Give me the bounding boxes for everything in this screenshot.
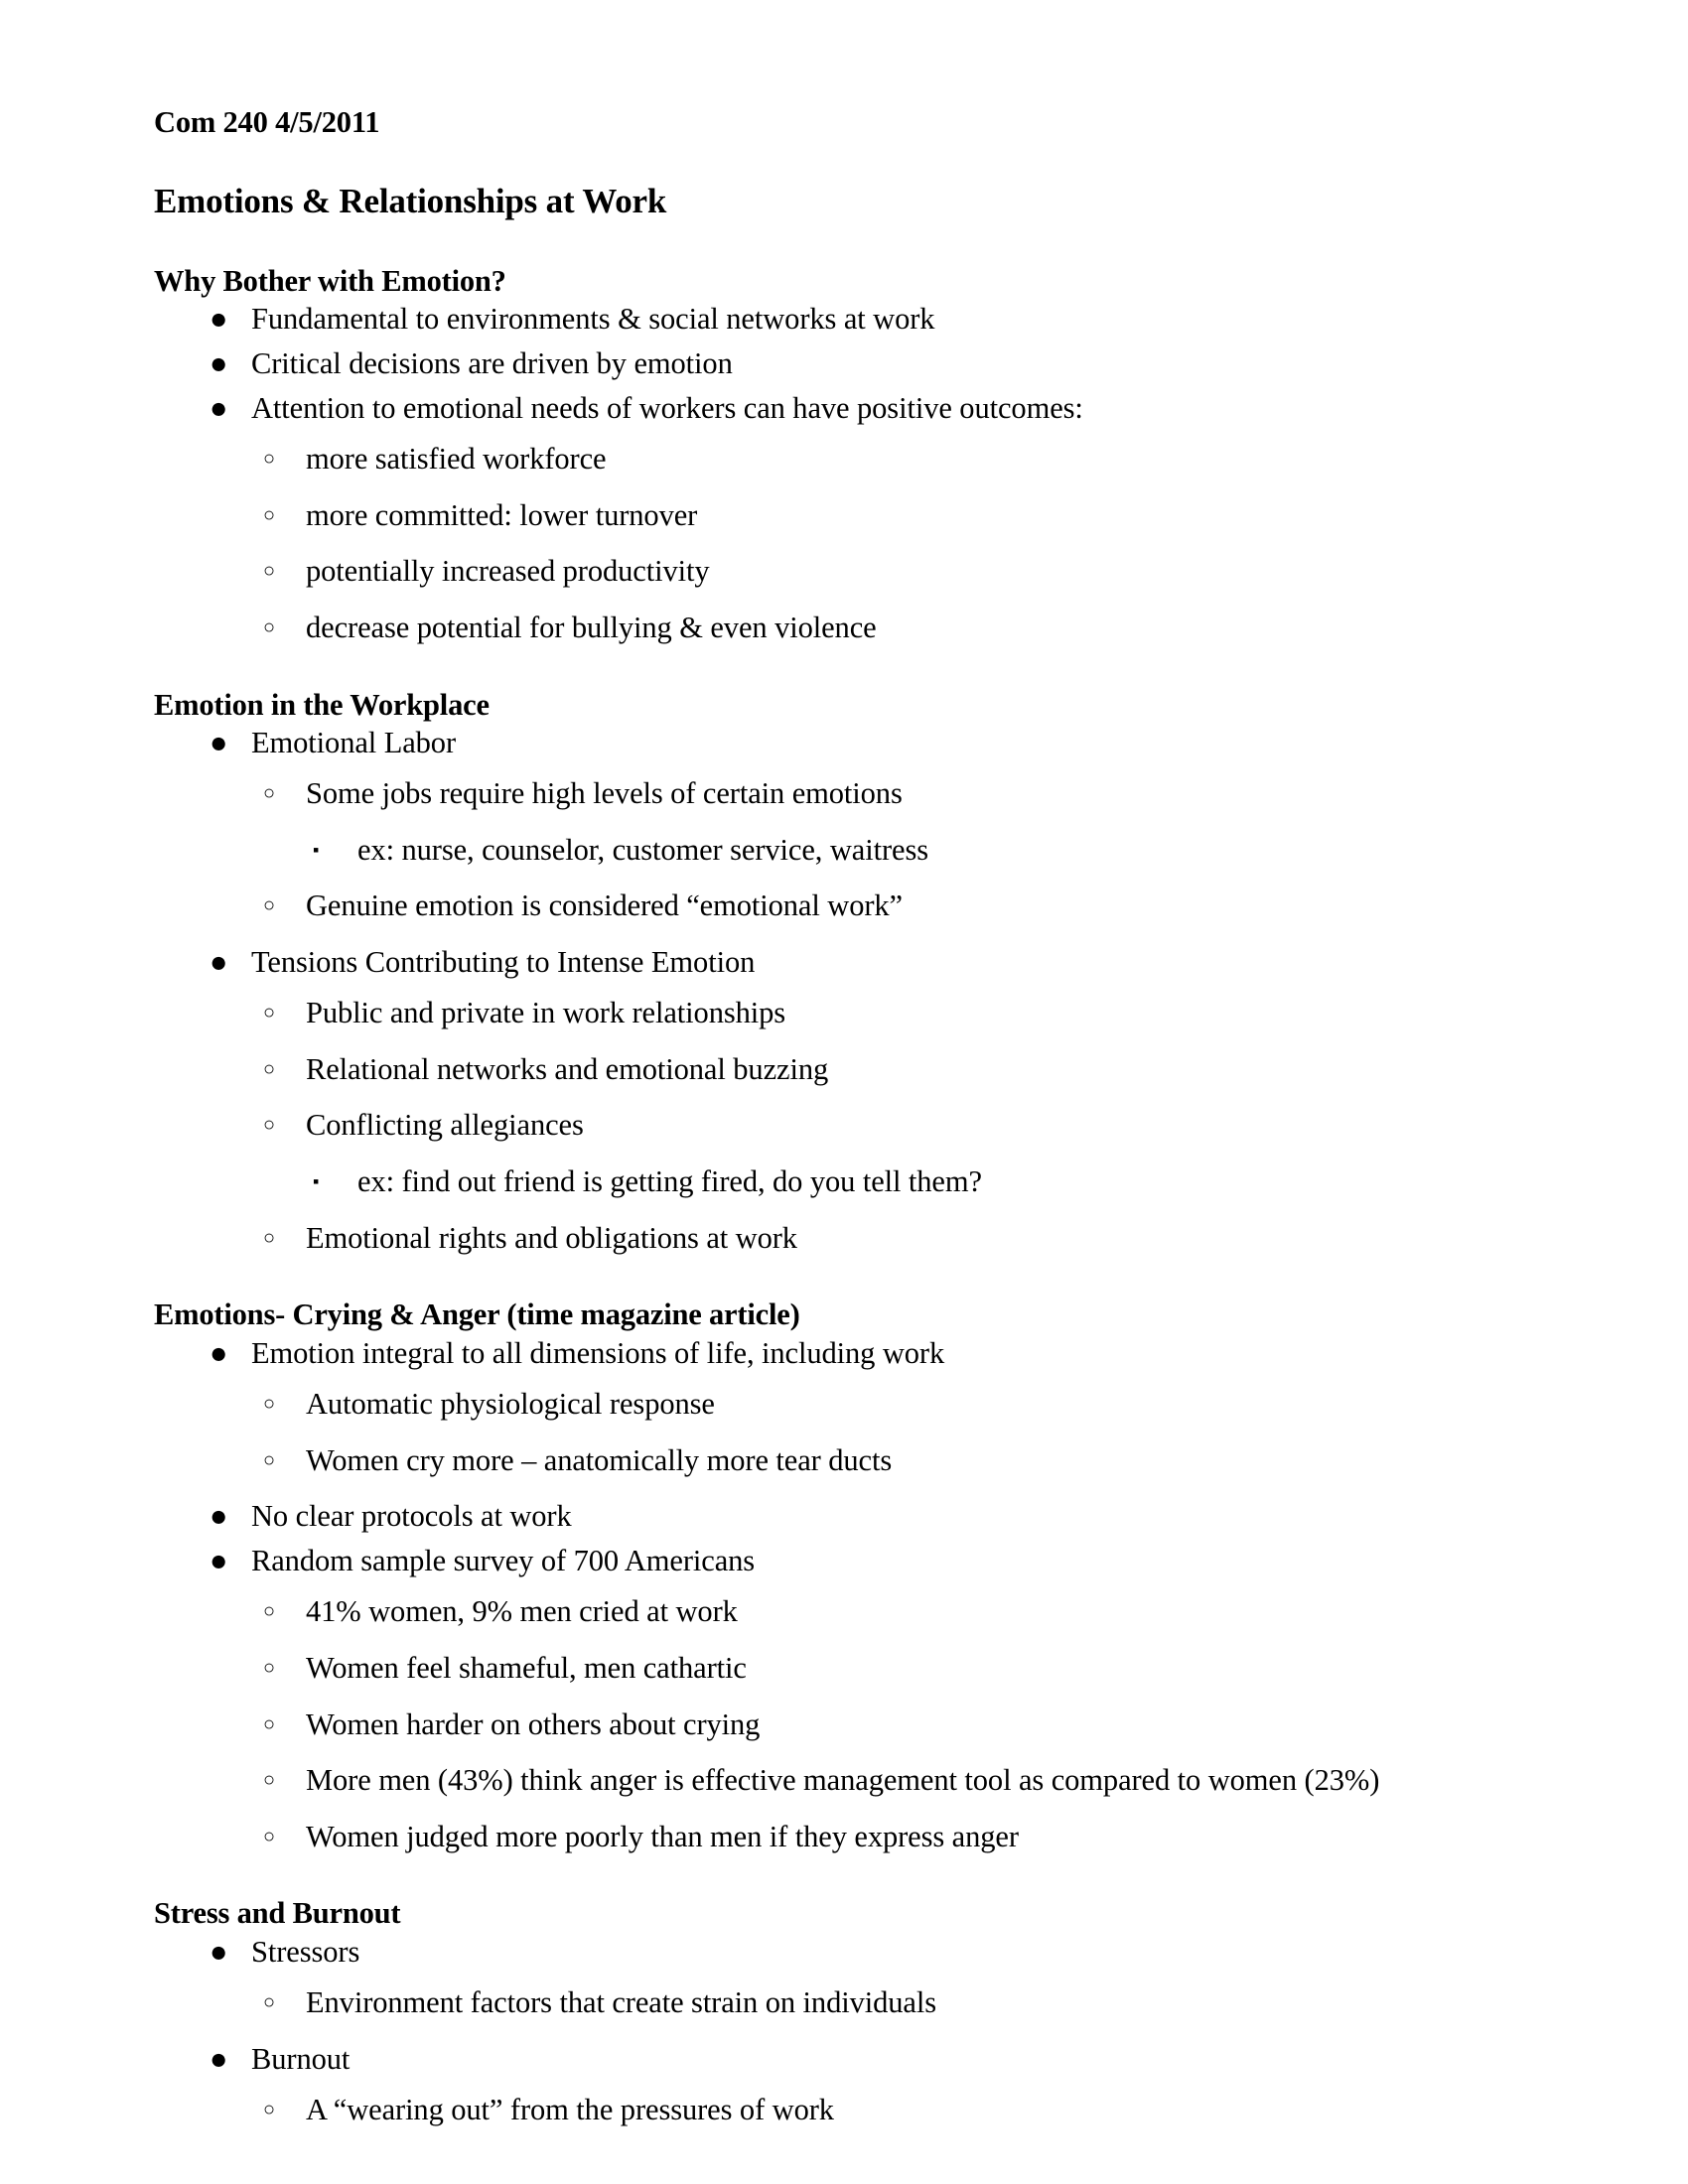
bullet-marker-level-1-icon: ● xyxy=(210,1335,228,1370)
outline-item-text: Random sample survey of 700 Americans xyxy=(251,1544,756,1578)
bullet-marker-level-2-icon: ○ xyxy=(263,1114,275,1137)
bullet-marker-level-2-icon: ○ xyxy=(263,560,275,583)
bullet-marker-level-2-icon: ○ xyxy=(263,1769,275,1792)
section-heading: Emotion in the Workplace xyxy=(154,687,490,722)
bullet-marker-level-3-icon: ▪ xyxy=(313,1171,320,1192)
outline-item-text: Women feel shameful, men cathartic xyxy=(306,1650,747,1685)
bullet-marker-level-2-icon: ○ xyxy=(263,503,275,526)
bullet-marker-level-2-icon: ○ xyxy=(263,1656,275,1679)
outline-item-level-2 xyxy=(154,552,1539,592)
outline-item-text: Genuine emotion is considered “emotional work” xyxy=(306,888,903,923)
document-title: Emotions & Relationships at Work xyxy=(154,181,667,220)
bullet-marker-level-2-icon: ○ xyxy=(263,1002,275,1024)
outline-item-level-1 xyxy=(154,1334,1539,1373)
course-header-line: Com 240 4/5/2011 xyxy=(154,105,380,139)
outline-item-text: Automatic physiological response xyxy=(306,1386,715,1421)
section xyxy=(154,263,1539,648)
outline-item-level-2 xyxy=(154,1983,1539,2023)
outline-item-level-3 xyxy=(154,1162,1539,1202)
section-heading: Why Bother with Emotion? xyxy=(154,263,506,298)
bullet-marker-level-2-icon: ○ xyxy=(263,616,275,639)
outline-item-text: more satisfied workforce xyxy=(306,442,607,477)
section xyxy=(154,687,1539,1259)
outline-item-level-2 xyxy=(154,609,1539,648)
outline-item-level-2 xyxy=(154,1592,1539,1632)
outline-item-level-2 xyxy=(154,887,1539,926)
bullet-marker-level-2-icon: ○ xyxy=(263,894,275,917)
outline-item-text: More men (43%) think anger is effective management tool as compared to women (23%) xyxy=(306,1763,1380,1798)
outline-item-level-2 xyxy=(154,1706,1539,1745)
outline-item-text: decrease potential for bullying & even violence xyxy=(306,611,877,645)
outline-item-text: 41% women, 9% men cried at work xyxy=(306,1594,738,1629)
outline-list xyxy=(154,300,1539,648)
outline-item-text: ex: nurse, counselor, customer service, waitress xyxy=(357,832,928,867)
outline-item-text: Emotional rights and obligations at work xyxy=(306,1220,797,1255)
outline-item-text: potentially increased productivity xyxy=(306,554,710,589)
outline-item-text: Stressors xyxy=(251,1934,360,1969)
outline-list xyxy=(154,1933,1539,2129)
bullet-marker-level-2-icon: ○ xyxy=(263,782,275,805)
bullet-marker-level-1-icon: ● xyxy=(210,391,228,426)
outline-item-text: Fundamental to environments & social networks at work xyxy=(251,302,935,336)
outline-item-text: Women cry more – anatomically more tear ducts xyxy=(306,1442,893,1477)
bullet-marker-level-2-icon: ○ xyxy=(263,1990,275,2013)
outline-item-text: A “wearing out” from the pressures of work xyxy=(306,2092,834,2126)
outline-item-text: Critical decisions are driven by emotion xyxy=(251,346,733,381)
outline-item-level-1 xyxy=(154,2040,1539,2079)
bullet-marker-level-2-icon: ○ xyxy=(263,1712,275,1735)
outline-item-text: Public and private in work relationships xyxy=(306,996,786,1030)
outline-item-text: Conflicting allegiances xyxy=(306,1108,584,1143)
outline-item-level-2 xyxy=(154,1761,1539,1801)
bullet-marker-level-1-icon: ● xyxy=(210,2041,228,2076)
section xyxy=(154,1299,1539,1856)
bullet-marker-level-2-icon: ○ xyxy=(263,1825,275,1847)
bullet-marker-level-1-icon: ● xyxy=(210,346,228,381)
outline-item-level-3 xyxy=(154,831,1539,871)
outline-item-text: No clear protocols at work xyxy=(251,1499,572,1534)
outline-item-level-2 xyxy=(154,1050,1539,1090)
outline-item-level-2 xyxy=(154,1219,1539,1259)
document-body xyxy=(154,107,1539,2129)
outline-item-level-2 xyxy=(154,1106,1539,1146)
outline-item-level-1 xyxy=(154,344,1539,383)
outline-item-level-1 xyxy=(154,389,1539,428)
outline-item-level-2 xyxy=(154,1818,1539,1857)
outline-item-text: Some jobs require high levels of certain emotions xyxy=(306,776,903,811)
outline-item-level-2 xyxy=(154,2091,1539,2130)
bullet-marker-level-2-icon: ○ xyxy=(263,1600,275,1623)
outline-item-level-2 xyxy=(154,1385,1539,1425)
outline-item-level-1 xyxy=(154,1933,1539,1972)
bullet-marker-level-2-icon: ○ xyxy=(263,1226,275,1249)
outline-item-level-1 xyxy=(154,724,1539,762)
outline-item-level-2 xyxy=(154,1441,1539,1481)
outline-item-text: ex: find out friend is getting fired, do you tell them? xyxy=(357,1164,982,1199)
outline-item-level-2 xyxy=(154,1649,1539,1689)
bullet-marker-level-2-icon: ○ xyxy=(263,448,275,471)
outline-item-level-2 xyxy=(154,496,1539,536)
outline-item-level-1 xyxy=(154,943,1539,982)
outline-item-text: Emotion integral to all dimensions of life, including work xyxy=(251,1335,945,1370)
bullet-marker-level-2-icon: ○ xyxy=(263,1392,275,1415)
outline-item-text: Burnout xyxy=(251,2041,351,2076)
outline-item-text: Emotional Labor xyxy=(251,726,457,760)
bullet-marker-level-2-icon: ○ xyxy=(263,1057,275,1080)
outline-item-text: Relational networks and emotional buzzing xyxy=(306,1051,829,1086)
bullet-marker-level-1-icon: ● xyxy=(210,302,228,336)
bullet-marker-level-1-icon: ● xyxy=(210,1544,228,1578)
outline-list xyxy=(154,1334,1539,1857)
outline-item-level-2 xyxy=(154,774,1539,814)
outline-item-level-1 xyxy=(154,1497,1539,1536)
outline-item-text: Women harder on others about crying xyxy=(306,1706,761,1741)
section-heading: Emotions- Crying & Anger (time magazine article) xyxy=(154,1297,800,1332)
section-heading: Stress and Burnout xyxy=(154,1896,401,1931)
outline-item-text: Environment factors that create strain on individuals xyxy=(306,1984,937,2019)
bullet-marker-level-1-icon: ● xyxy=(210,1934,228,1969)
bullet-marker-level-1-icon: ● xyxy=(210,1499,228,1534)
outline-item-text: Women judged more poorly than men if they express anger xyxy=(306,1819,1019,1853)
outline-item-level-1 xyxy=(154,1542,1539,1580)
section xyxy=(154,1898,1539,2129)
outline-item-level-2 xyxy=(154,994,1539,1033)
outline-item-text: more committed: lower turnover xyxy=(306,497,698,532)
outline-list xyxy=(154,724,1539,1258)
sections-container xyxy=(154,263,1539,2130)
outline-item-text: Attention to emotional needs of workers can have positive outcomes: xyxy=(251,391,1083,426)
bullet-marker-level-2-icon: ○ xyxy=(263,1448,275,1471)
outline-item-text: Tensions Contributing to Intense Emotion xyxy=(251,945,756,980)
bullet-marker-level-1-icon: ● xyxy=(210,726,228,760)
outline-item-level-2 xyxy=(154,440,1539,479)
bullet-marker-level-1-icon: ● xyxy=(210,945,228,980)
bullet-marker-level-3-icon: ▪ xyxy=(313,839,320,860)
bullet-marker-level-2-icon: ○ xyxy=(263,2098,275,2120)
outline-item-level-1 xyxy=(154,300,1539,339)
